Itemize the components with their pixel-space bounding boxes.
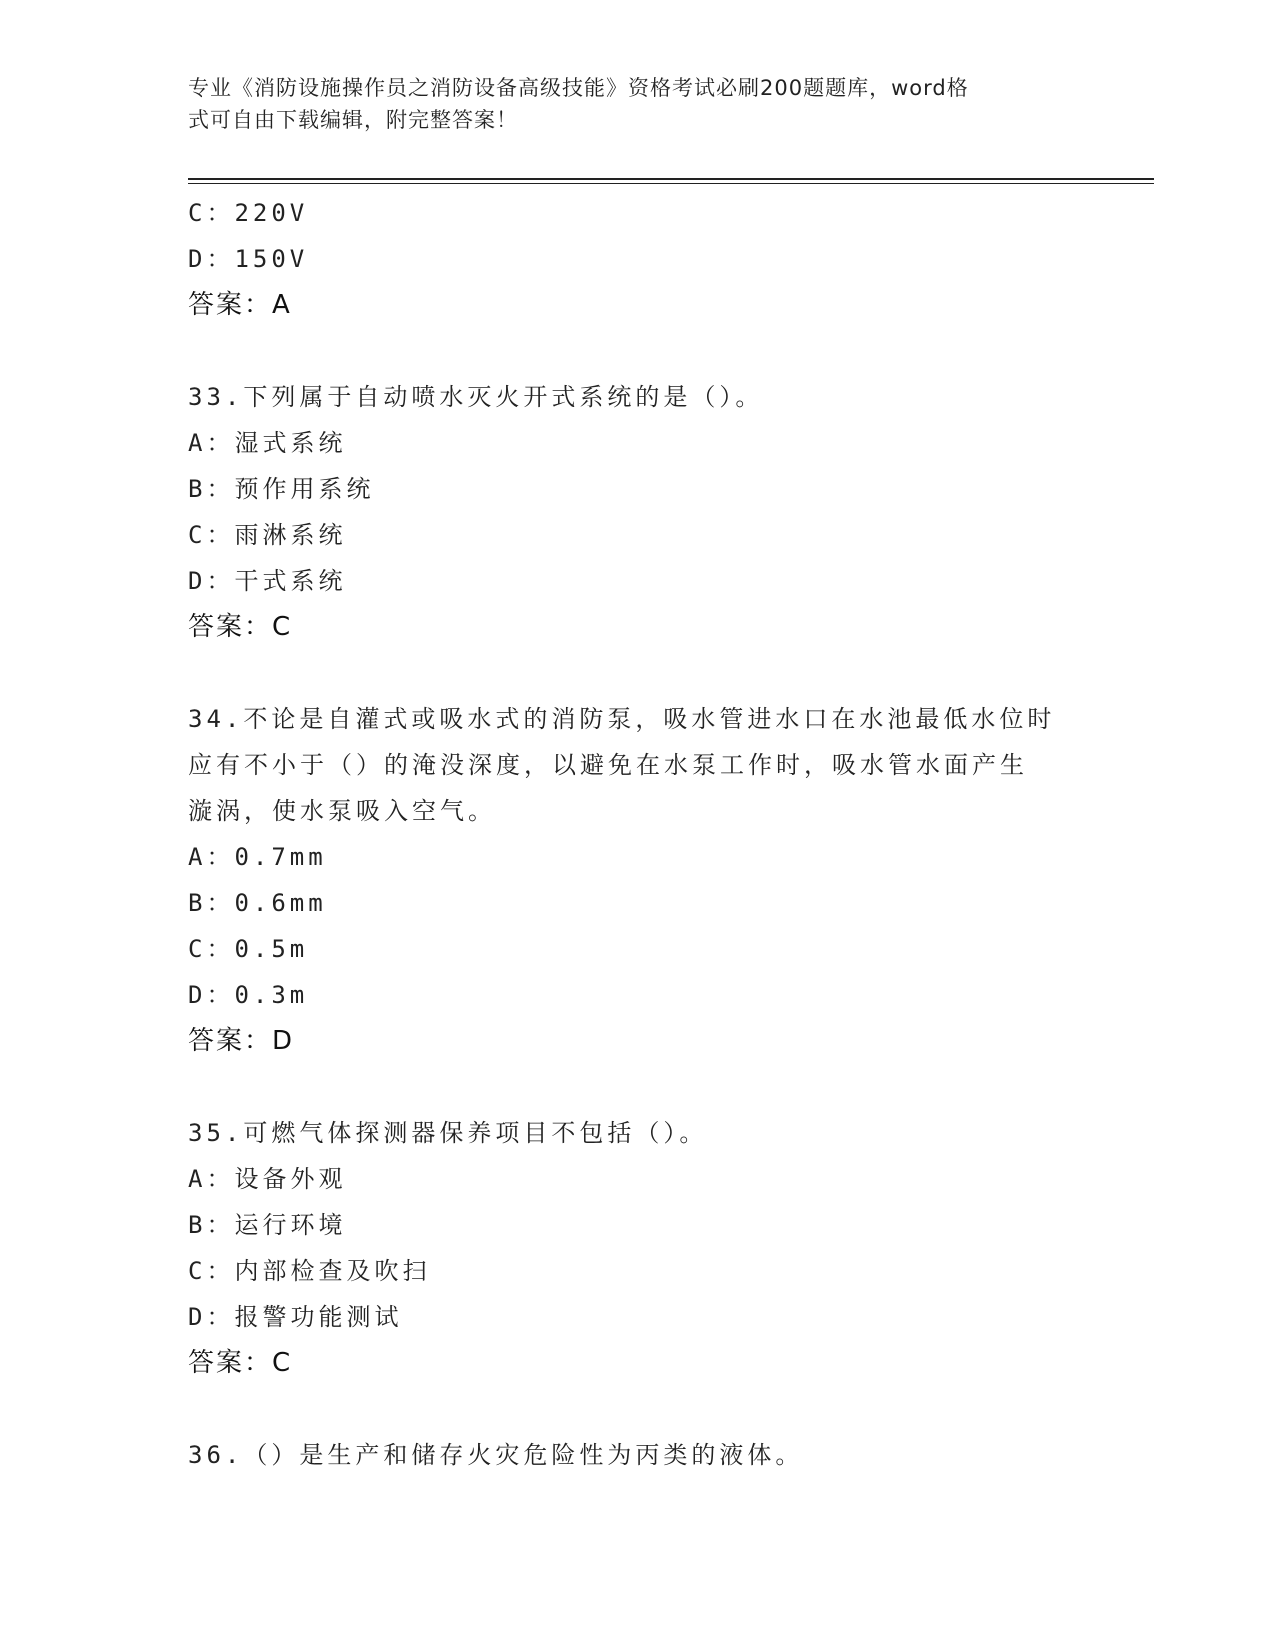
option-label: A：: [188, 1165, 235, 1193]
question-stem-line: 35.可燃气体探测器保养项目不包括（）。: [188, 1119, 708, 1147]
spacer: [188, 1064, 1088, 1110]
option-text: 预作用系统: [234, 475, 375, 503]
option-text: 150V: [234, 245, 309, 273]
question-34: [188, 696, 1088, 1064]
question-33: [188, 374, 1088, 650]
option-label: A：: [188, 843, 235, 871]
question-stem: [188, 1432, 1068, 1478]
option-c: [188, 190, 1088, 236]
option-c: [188, 1248, 1088, 1294]
option-c: [188, 926, 1088, 972]
option-text: 0.6mm: [234, 889, 327, 917]
question-stem-line: 漩涡，使水泵吸入空气。: [188, 797, 496, 825]
option-d: [188, 558, 1088, 604]
question-stem-line: 33.下列属于自动喷水灭火开式系统的是（）。: [188, 383, 764, 411]
option-label: B：: [188, 475, 235, 503]
option-a: [188, 1156, 1088, 1202]
question-stem: [188, 1110, 1068, 1156]
document-body: [188, 190, 1088, 1478]
option-text: 报警功能测试: [234, 1303, 403, 1331]
question-stem: [188, 374, 1068, 420]
option-text: 设备外观: [234, 1165, 347, 1193]
answer-line: 答案：C: [188, 612, 293, 642]
question-36: [188, 1432, 1088, 1478]
option-text: 0.7mm: [234, 843, 327, 871]
option-label: C：: [188, 199, 235, 227]
option-text: 干式系统: [234, 567, 347, 595]
option-label: D：: [188, 245, 235, 273]
question-stem: [188, 696, 1068, 834]
option-b: [188, 466, 1088, 512]
option-label: B：: [188, 1211, 235, 1239]
option-text: 湿式系统: [234, 429, 347, 457]
option-text: 0.5m: [234, 935, 309, 963]
option-label: A：: [188, 429, 235, 457]
header-title-line-2: 式可自由下载编辑，附完整答案！: [188, 108, 518, 132]
spacer: [188, 328, 1088, 374]
answer-line: 答案：D: [188, 1026, 295, 1056]
spacer: [188, 1386, 1088, 1432]
question-stem-line: 34.不论是自灌式或吸水式的消防泵，吸水管进水口在水池最低水位时: [188, 705, 1056, 733]
answer-line: 答案：A: [188, 290, 292, 320]
spacer: [188, 650, 1088, 696]
option-d: [188, 236, 1088, 282]
option-a: [188, 420, 1088, 466]
option-label: C：: [188, 935, 235, 963]
option-label: C：: [188, 1257, 235, 1285]
option-d: [188, 972, 1088, 1018]
option-b: [188, 1202, 1088, 1248]
option-label: D：: [188, 981, 235, 1009]
header-title-line-1: 专业《消防设施操作员之消防设备高级技能》资格考试必刷200题题库，word格: [188, 76, 969, 100]
option-text: 220V: [234, 199, 309, 227]
option-label: B：: [188, 889, 235, 917]
option-label: D：: [188, 1303, 235, 1331]
option-d: [188, 1294, 1088, 1340]
header-divider-thick: [188, 178, 1154, 180]
option-text: 雨淋系统: [234, 521, 347, 549]
answer-line: 答案：C: [188, 1348, 293, 1378]
option-b: [188, 880, 1088, 926]
question-stem-line: 36.（）是生产和储存火灾危险性为丙类的液体。: [188, 1441, 804, 1469]
question-35: [188, 1110, 1088, 1386]
question-stem-line: 应有不小于（）的淹没深度，以避免在水泵工作时，吸水管水面产生: [188, 751, 1028, 779]
header-divider-thin: [188, 183, 1154, 184]
question-32-continued: [188, 190, 1088, 328]
document-header: [188, 72, 1088, 136]
option-text: 0.3m: [234, 981, 309, 1009]
option-text: 内部检查及吹扫: [234, 1257, 431, 1285]
option-a: [188, 834, 1088, 880]
option-c: [188, 512, 1088, 558]
option-text: 运行环境: [234, 1211, 347, 1239]
option-label: C：: [188, 521, 235, 549]
option-label: D：: [188, 567, 235, 595]
